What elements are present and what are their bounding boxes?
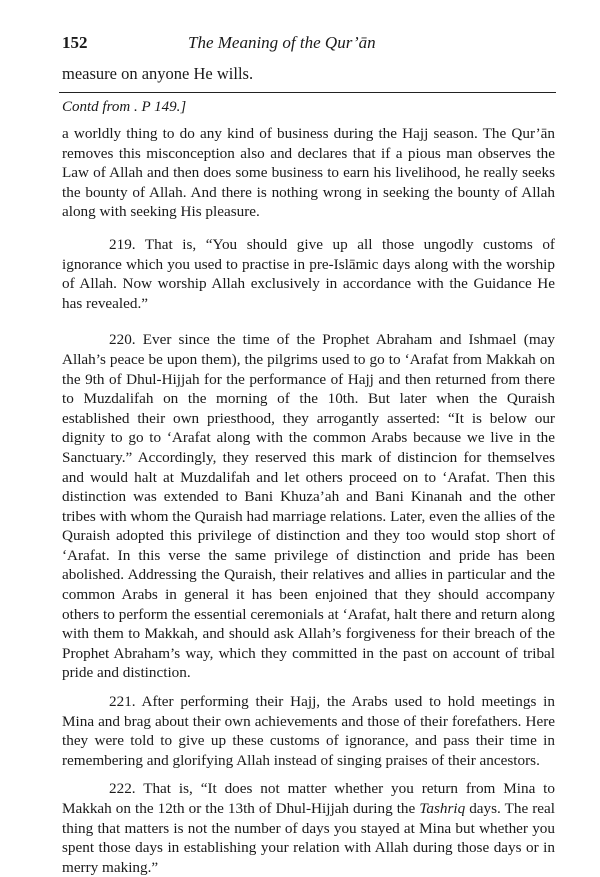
footnote-text-part: days. The real thing that matters is not the number of days you stayed at Mina but whether you spent those days in establishing your relation with Allah during those days or in merry making.”	[62, 800, 556, 876]
book-title: The Meaning of the Qur’ān	[188, 33, 376, 52]
footnote-text: a worldly thing to do any kind of business during the Hajj season. The Qur’ān removes this misconception also and declares that if a pious man observes the Law of Allah and then does some business to earn his livelihood, he really seeks the bounty of Allah. And there is nothing wrong in seeking the bounty of Allah along with seeking His pleasure.	[62, 125, 555, 221]
running-header	[62, 33, 555, 55]
footnote-text-part: That is, “It does not matter whether you return from Mina to Makkah on the 12th or the 13th of Dhul-Hijjah during the	[62, 780, 555, 817]
footnote-219	[62, 235, 555, 313]
footnote-number: 221.	[109, 693, 136, 711]
main-text-carry-over: measure on anyone He wills.	[62, 64, 254, 83]
footnote-text: Ever since the time of the Prophet Abraham and Ishmael (may Allah’s peace be upon them), the pilgrims used to go to ‘Arafat from Makkah on the 9th of Dhul-Hijjah for the performance of Hajj and then returned from there to Muzdalifah on the morning of the 10th. But later when the Quraish established their own priesthood, they arrogantly asserted: “It is below our dignity to go to ‘Arafat along with the common Arabs because we live in the Sanctuary.” Accordingly, they reserved this mark of distincion for themselves and would halt at Muzdalifah and let others proceed on to ‘Arafat. Then this distinction was extended to Bani Khuza’ah and Bani Kinanah and the other tribes with whom the Quraish had marriage relations. Later, even the allies of the Quraish adopted this privilege of distinction and they too would stop short of ‘Arafat. In this verse the same privilege of distinction and pride has been abolished. Addressing the Quraish, their relatives and allies in particular and the common Arabs in general it has been enjoined that they should accompany others to perform the essential ceremonials at ‘Arafat, halt there and return along with them to Makkah, and should ask Allah’s forgiveness for their breach of the Prophet Abraham’s way, which they committed in the past on account of tribal pride and distinction.	[62, 331, 555, 682]
footnote-italic-term: Tashriq	[419, 800, 466, 817]
footnote-number: 222.	[109, 780, 136, 798]
footnotes-section	[62, 98, 555, 877]
footnote-text: That is, “You should give up all those ungodly customs of ignorance which you used to practise in pre-Islāmic days along with the worship of Allah. Now worship Allah exclusively in accordance with the Guidance He has revealed.”	[62, 235, 555, 312]
footnote-number: 219.	[109, 235, 136, 253]
footnote-text: After performing their Hajj, the Arabs used to hold meetings in Mina and brag about their own achievements and those of their forefathers. Here they were told to give up these customs of ignorance, and pass their time in remembering and glorifying Allah instead of singing praises of their ancestors.	[62, 693, 555, 769]
footnote-number: 220.	[109, 331, 136, 349]
footnote-222	[62, 779, 555, 877]
continued-from-label: Contd from . P 149.]	[62, 99, 187, 115]
footnote-220	[62, 330, 555, 683]
footnote-continuation	[62, 124, 555, 222]
footnote-separator-rule	[59, 92, 556, 93]
footnote-221	[62, 692, 555, 770]
page-number: 152	[62, 33, 88, 52]
